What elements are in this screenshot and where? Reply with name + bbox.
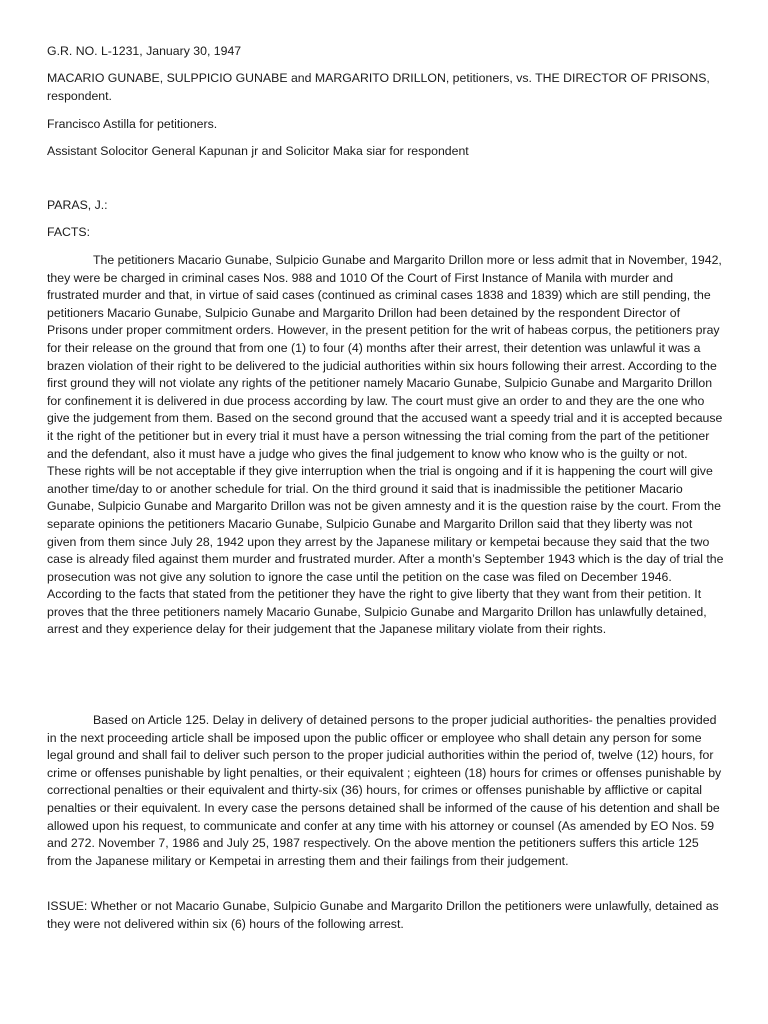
article-paragraph: Based on Article 125. Delay in delivery of detained persons to the proper judicial authorities- the penalties provided in the next proceeding article shall be imposed upon the public officer or employee who shall detain any person for some legal ground and shall fail to deliver such person to the proper judicial authorities within the period of, twelve (12) hours, for crime or offenses punishable by light penalties, or their equivalent ; eighteen (18) hours for crimes or offenses punishable by correctional penalties or their equivalent and thirty-six (36) hours, for crimes or offenses punishable by afflictive or capital penalties or their equivalent. In every case the persons detained shall be informed of the cause of his detention and shall be allowed upon his request, to communicate and confer at any time with his attorney or counsel (As amended by EO Nos. 59 and 272. November 7, 1986 and July 25, 1987 respectively. On the above mention the petitioners suffers this article 125 from the Japanese military or Kempetai in arresting them and their failings from their judgement. [47,713,722,868]
ponente: PARAS, J.: [47,198,108,212]
counsel-respondent: Assistant Solocitor General Kapunan jr and Solicitor Maka siar for respondent [47,144,469,158]
facts-paragraph: The petitioners Macario Gunabe, Sulpicio Gunabe and Margarito Drillon more or less admit that in November, 1942, they were be charged in criminal cases Nos. 988 and 1010 Of the Court of First Instance of Manila with murder and frustrated murder and that, in virtue of said cases (continued as criminal cases 1838 and 1839) which are still pending, the petitioners Macario Gunabe, Sulpicio Gunabe and Margarito Drillon had been detained by the respondent Director of Prisons under proper commitment orders. However, in the present petition for the writ of habeas corpus, the petitioners pray for their release on the ground that from one (1) to four (4) months after their arrest, their detention was unlawful it was a brazen violation of their right to be delivered to the judicial authorities within six hours following their arrest. According to the first ground they will not violate any rights of the petitioner namely Macario Gunabe, Sulpicio Gunabe and Margarito Drillon for confinement it is delivered in due process according by law. The court must give an order to and they are the one who give the judgement from them. Based on the second ground that the accused want a speedy trial and it is accepted because it the right of the petitioner but in every trial it must have a person witnessing the trial coming from the part of the petitioner and the defendant, also it must have a judge who gives the final judgement to know who know who is the guilty or not. These rights will be not acceptable if they give interruption when the trial is ongoing and if it is happening the court will give another time/day to or another schedule for trial. On the third ground it said that is inadmissible the petitioner Macario Gunabe, Sulpicio Gunabe and Margarito Drillon was not be given amnesty and it is the question raise by the court. From the separate opinions the petitioners Macario Gunabe, Sulpicio Gunabe and Margarito Drillon said that they liberty was not given from them since July 28, 1942 upon they arrest by the Japanese military or kempetai because they said that the two case is already filed against them murder and frustrated murder. After a month’s September 1943 which is the day of trial the prosecution was not give any solution to ignore the case until the petition on the case was filed on December 1946. According to the facts that stated from the petitioner they have the right to give liberty that they want from their petition. It proves that the three petitioners namely Macario Gunabe, Sulpicio Gunabe and Margarito Drillon has unlawfully detained, arrest and they experience delay for their judgement that the Japanese military violate from their rights. [47,253,724,637]
counsel-petitioners: Francisco Astilla for petitioners. [47,117,218,131]
case-number: G.R. NO. L-1231, January 30, 1947 [47,44,242,58]
case-parties: MACARIO GUNABE, SULPPICIO GUNABE and MARGARITO DRILLON, petitioners, vs. THE DIRECTOR OF PRISONS, respondent. [47,71,710,103]
facts-heading: FACTS: [47,225,91,239]
issue-paragraph: ISSUE: Whether or not Macario Gunabe, Sulpicio Gunabe and Margarito Drillon the petitioners were unlawfully, detained as they were not delivered within six (6) hours of the following arrest. [47,899,719,931]
